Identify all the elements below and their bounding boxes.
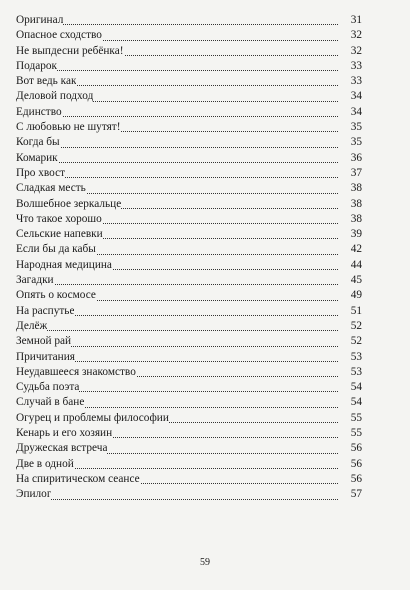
toc-entry <box>16 28 362 43</box>
toc-entry-page: 38 <box>349 212 362 227</box>
dot-leader <box>16 499 338 500</box>
toc-entry <box>16 166 362 181</box>
toc-entry-page: 35 <box>349 120 362 135</box>
toc-entry-page: 53 <box>349 350 362 365</box>
toc-entry-page: 52 <box>349 334 362 349</box>
toc-entry-page: 54 <box>349 380 362 395</box>
toc-entry-title: Дружеская встреча <box>16 441 107 456</box>
toc-entry-page: 54 <box>349 395 362 410</box>
toc-entry-title: Эпилог <box>16 487 51 502</box>
toc-entry-title: Когда бы <box>16 135 60 150</box>
dot-leader <box>16 162 338 163</box>
toc-entry <box>16 89 362 104</box>
toc-entry-title: Что такое хорошо <box>16 212 102 227</box>
toc-entry-title: Подарок <box>16 59 57 74</box>
toc-entry <box>16 487 362 502</box>
toc-entry <box>16 59 362 74</box>
toc-entry-title: Не выпдесни ребёнка! <box>16 44 124 59</box>
toc-entry-title: Деловой подход <box>16 89 93 104</box>
toc-entry-page: 37 <box>349 166 362 181</box>
toc-entry-title: Если бы да кабы <box>16 242 96 257</box>
toc-entry-page: 38 <box>349 181 362 196</box>
dot-leader <box>16 284 338 285</box>
toc-entry <box>16 135 362 150</box>
dot-leader <box>16 116 338 117</box>
toc-entry-title: Загадки <box>16 273 54 288</box>
toc-entry <box>16 151 362 166</box>
toc-entry-page: 56 <box>349 472 362 487</box>
toc-entry <box>16 365 362 380</box>
toc-entry-title: Причитания <box>16 350 75 365</box>
toc-entry-page: 34 <box>349 89 362 104</box>
toc-entry-title: Две в одной <box>16 457 74 472</box>
toc-entry-title: С любовью не шутят! <box>16 120 121 135</box>
toc-entry-page: 56 <box>349 441 362 456</box>
toc-entry <box>16 380 362 395</box>
toc-entry <box>16 426 362 441</box>
toc-entry <box>16 242 362 257</box>
toc-entry <box>16 212 362 227</box>
toc-entry-page: 36 <box>349 151 362 166</box>
toc-entry-page: 32 <box>349 28 362 43</box>
toc-entry-title: Огурец и проблемы философии <box>16 411 169 426</box>
toc-entry-page: 49 <box>349 288 362 303</box>
toc-entry <box>16 457 362 472</box>
toc-entry-page: 55 <box>349 411 362 426</box>
toc-entry-title: Неудавшееся знакомство <box>16 365 136 380</box>
toc-entry <box>16 350 362 365</box>
toc-entry-page: 44 <box>349 258 362 273</box>
toc-entry <box>16 411 362 426</box>
toc-entry <box>16 44 362 59</box>
toc-entry-page: 57 <box>349 487 362 502</box>
toc-entry-title: Судьба поэта <box>16 380 79 395</box>
toc-entry-title: На спиритическом сеансе <box>16 472 140 487</box>
toc-entry <box>16 105 362 120</box>
toc-entry <box>16 13 362 28</box>
toc-entry-title: Кенарь и его хозяин <box>16 426 112 441</box>
toc-entry-title: На распутье <box>16 304 74 319</box>
toc-entry <box>16 273 362 288</box>
toc-entry-page: 51 <box>349 304 362 319</box>
toc-entry-title: Единство <box>16 105 62 120</box>
toc-entry <box>16 288 362 303</box>
toc-entry-page: 39 <box>349 227 362 242</box>
toc-entry-page: 35 <box>349 135 362 150</box>
toc-entry-page: 31 <box>349 13 362 28</box>
toc-entry-title: Оригинал <box>16 13 63 28</box>
table-of-contents <box>16 13 362 503</box>
toc-entry-title: Опасное сходство <box>16 28 102 43</box>
toc-entry-page: 33 <box>349 74 362 89</box>
toc-entry <box>16 120 362 135</box>
toc-entry <box>16 319 362 334</box>
toc-entry-title: Земной рай <box>16 334 71 349</box>
dot-leader <box>16 147 338 148</box>
toc-entry <box>16 395 362 410</box>
toc-entry <box>16 181 362 196</box>
toc-entry-title: Опять о космосе <box>16 288 96 303</box>
toc-entry <box>16 74 362 89</box>
toc-entry-title: Про хвост <box>16 166 65 181</box>
toc-entry-page: 53 <box>349 365 362 380</box>
toc-entry <box>16 334 362 349</box>
toc-entry <box>16 304 362 319</box>
dot-leader <box>16 24 338 25</box>
dot-leader <box>16 330 338 331</box>
toc-entry-title: Делёж <box>16 319 47 334</box>
toc-entry-title: Сельские напевки <box>16 227 103 242</box>
toc-entry-title: Случай в бане <box>16 395 84 410</box>
toc-entry-page: 56 <box>349 457 362 472</box>
toc-entry-page: 45 <box>349 273 362 288</box>
toc-entry-page: 33 <box>349 59 362 74</box>
toc-entry-page: 38 <box>349 197 362 212</box>
toc-entry-title: Сладкая месть <box>16 181 86 196</box>
toc-entry-title: Вот ведь как <box>16 74 76 89</box>
toc-entry <box>16 197 362 212</box>
toc-entry-title: Волшебное зеркальце <box>16 197 121 212</box>
toc-entry-page: 34 <box>349 105 362 120</box>
page-number: 59 <box>200 557 210 568</box>
toc-entry <box>16 258 362 273</box>
toc-entry-page: 55 <box>349 426 362 441</box>
toc-entry <box>16 472 362 487</box>
toc-entry-page: 32 <box>349 44 362 59</box>
toc-entry <box>16 441 362 456</box>
toc-entry <box>16 227 362 242</box>
toc-entry-page: 42 <box>349 242 362 257</box>
toc-entry-title: Народная медицина <box>16 258 112 273</box>
toc-entry-page: 52 <box>349 319 362 334</box>
toc-entry-title: Комарик <box>16 151 58 166</box>
dot-leader <box>16 70 338 71</box>
